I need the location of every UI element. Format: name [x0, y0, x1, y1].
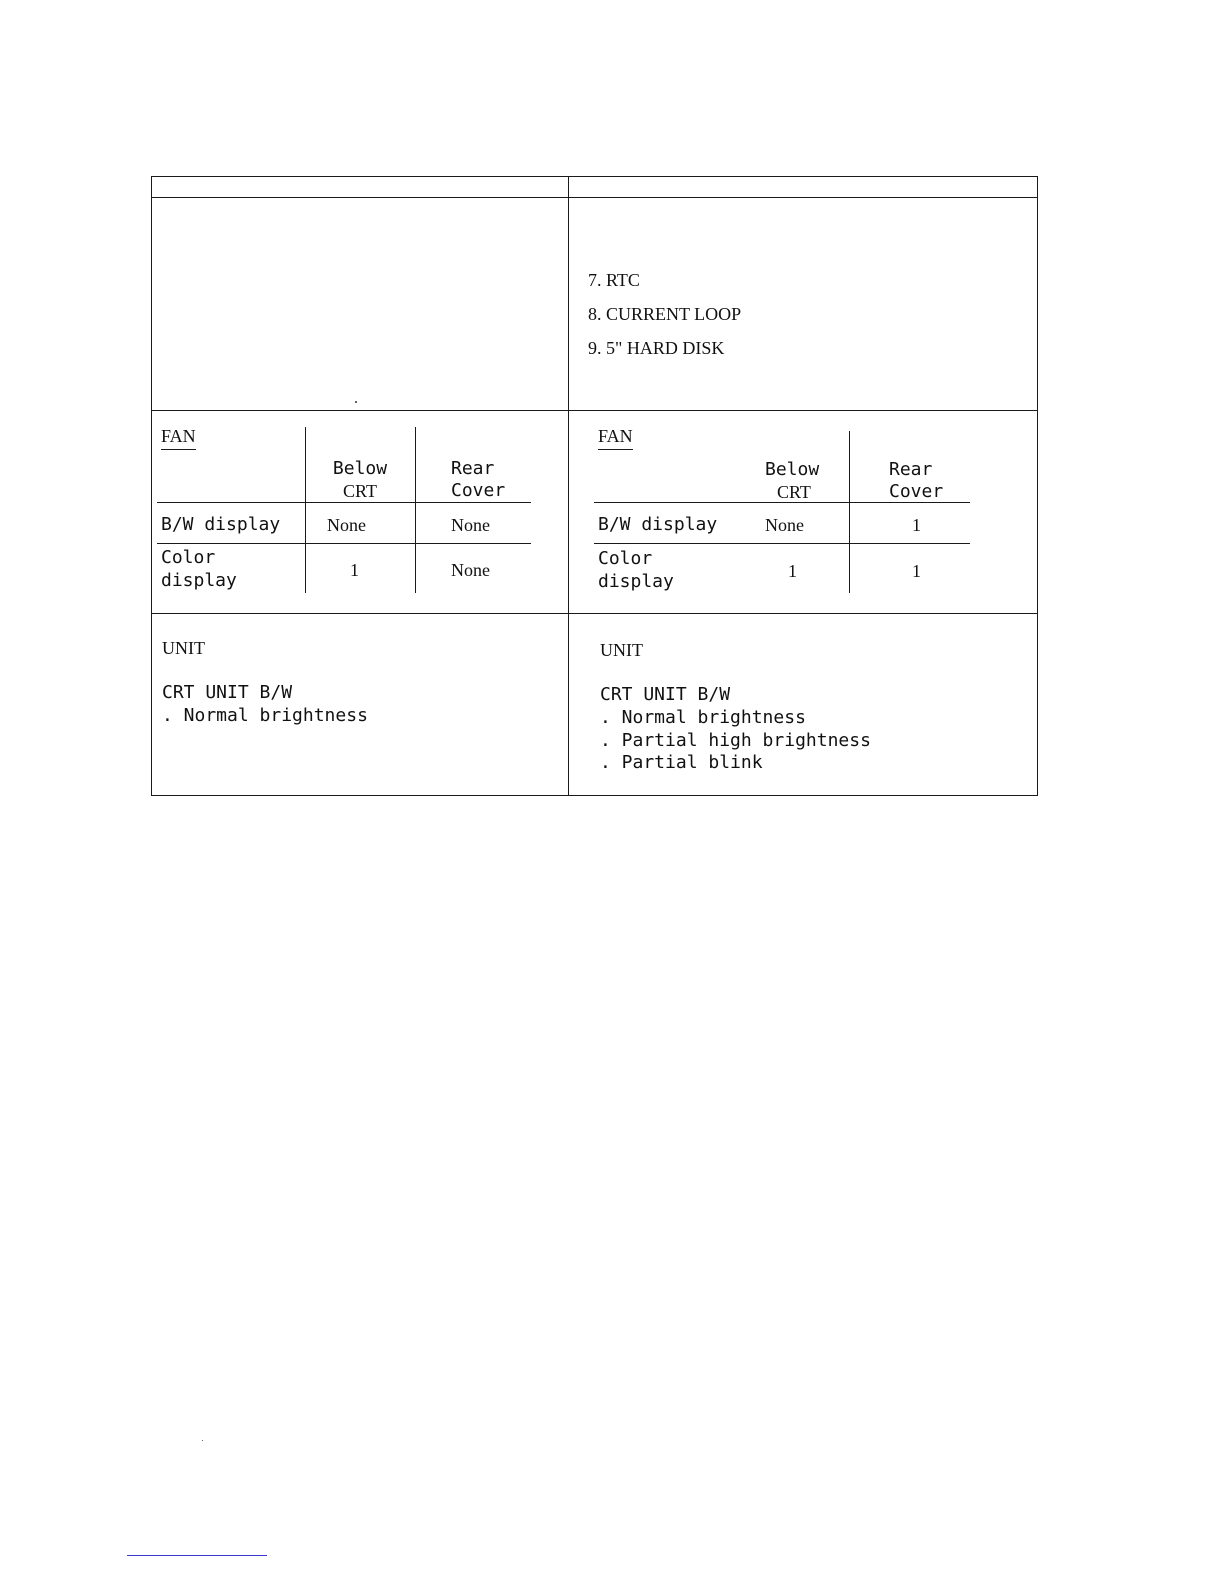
stray-mark — [355, 401, 357, 403]
left-unit-title: UNIT — [162, 638, 205, 658]
right-fan-row-rule — [594, 543, 970, 544]
right-fan-row2-label-line1: Color — [598, 548, 653, 569]
list-item-current-loop: 8. CURRENT LOOP — [588, 304, 742, 324]
right-unit-title: UNIT — [600, 640, 643, 660]
left-fan-col2-header-line2: Cover — [451, 480, 506, 501]
left-fan-col1-header-line2: CRT — [343, 481, 377, 501]
left-fan-title: FAN — [161, 425, 196, 450]
right-fan-col2-header-line1: Rear — [889, 459, 933, 480]
right-unit-item-3: . Partial blink — [600, 752, 763, 773]
right-fan-vline — [849, 431, 850, 593]
right-fan-row1-below-crt: None — [765, 515, 804, 535]
header-row-divider — [151, 197, 1038, 198]
left-fan-row1-below-crt: None — [327, 515, 366, 535]
left-fan-row2-label-line2: display — [161, 570, 237, 591]
footer-rule — [127, 1555, 267, 1556]
right-fan-col1-header-line2: CRT — [777, 482, 811, 502]
column-divider — [568, 176, 569, 796]
right-fan-row1-rear-cover: 1 — [912, 515, 921, 535]
section-divider-1 — [151, 410, 1038, 411]
left-fan-row2-rear-cover: None — [451, 560, 490, 580]
left-fan-row1-label: B/W display — [161, 514, 281, 535]
left-fan-vline-2 — [415, 427, 416, 593]
left-unit-subtitle: CRT UNIT B/W — [162, 682, 293, 703]
right-fan-col2-header-line2: Cover — [889, 481, 944, 502]
left-fan-row2-label-line1: Color — [161, 547, 216, 568]
left-fan-row1-rear-cover: None — [451, 515, 490, 535]
right-fan-row1-label: B/W display — [598, 514, 718, 535]
left-fan-row-rule — [157, 543, 531, 544]
left-fan-vline-1 — [305, 427, 306, 593]
list-item-hard-disk: 9. 5" HARD DISK — [588, 338, 725, 358]
section-divider-2 — [151, 613, 1038, 614]
right-fan-row2-label-line2: display — [598, 571, 674, 592]
right-unit-item-1: . Normal brightness — [600, 707, 806, 728]
right-unit-subtitle: CRT UNIT B/W — [600, 684, 731, 705]
list-item-rtc: 7. RTC — [588, 270, 640, 290]
right-fan-col1-header-line1: Below — [765, 459, 820, 480]
left-fan-col2-header-line1: Rear — [451, 458, 495, 479]
left-fan-col1-header-line1: Below — [332, 458, 388, 479]
right-unit-item-2: . Partial high brightness — [600, 730, 871, 751]
stray-mark-bottom — [202, 1440, 203, 1441]
right-fan-title: FAN — [598, 425, 633, 450]
right-fan-row2-below-crt: 1 — [788, 561, 797, 581]
left-fan-header-rule — [157, 502, 531, 503]
left-fan-row2-below-crt: 1 — [350, 560, 359, 580]
left-unit-item-1: . Normal brightness — [162, 705, 368, 726]
right-fan-row2-rear-cover: 1 — [912, 561, 921, 581]
